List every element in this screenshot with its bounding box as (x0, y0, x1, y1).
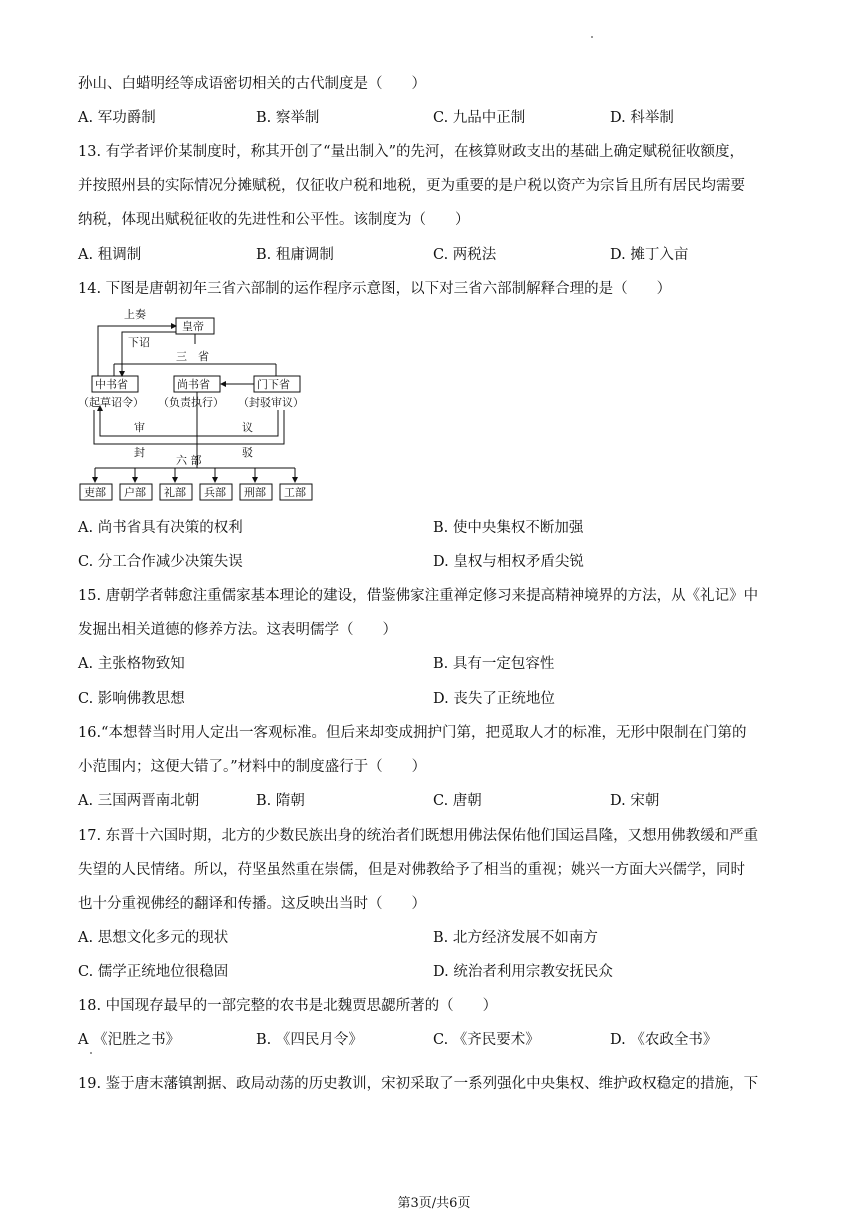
q17-line-3: 也十分重视佛经的翻译和传播。这反映出当时（ ） (78, 896, 426, 912)
bo-label: 驳 (242, 446, 253, 459)
feng-label: 封 (134, 446, 145, 459)
q12-option-d: D. 科举制 (610, 110, 674, 126)
zhongshu-label: 中书省 (95, 378, 128, 391)
q12-option-c: C. 九品中正制 (433, 110, 526, 126)
q13-line-1: 13. 有学者评价某制度时，称其开创了“量出制入”的先河，在核算财政支出的基础上确定赋税征收额度， (78, 144, 744, 160)
q13-line-3: 纳税，体现出赋税征收的先进性和公平性。该制度为（ ） (78, 212, 470, 228)
q14-option-d: D. 皇权与相权矛盾尖锐 (433, 554, 584, 570)
q18-option-d: D. 《农政全书》 (610, 1032, 718, 1048)
shangzou-label: 上奏 (124, 308, 146, 321)
q12-option-b: B. 察举制 (256, 110, 320, 126)
liubu-label: 六 部 (176, 454, 202, 467)
shen-label: 审 (134, 421, 145, 434)
q17-option-c: C. 儒学正统地位很稳固 (78, 964, 229, 980)
ministry-label: 刑部 (244, 486, 266, 499)
q18-option-c: C. 《齐民要术》 (433, 1032, 540, 1048)
q16-option-c: C. 唐朝 (433, 793, 482, 809)
q17-option-d: D. 统治者利用宗教安抚民众 (433, 964, 613, 980)
q14-option-c: C. 分工合作减少决策失误 (78, 554, 243, 570)
three-departments-six-ministries-diagram (78, 306, 318, 506)
yi-label: 议 (242, 421, 253, 434)
q16-line-2: 小范围内；这便大错了。”材料中的制度盛行于（ ） (78, 759, 427, 775)
q13-option-c: C. 两税法 (433, 247, 497, 263)
q18-stem: 18. 中国现存最早的一部完整的农书是北魏贾思勰所著的（ ） (78, 998, 498, 1014)
q18-option-b: B. 《四民月令》 (256, 1032, 363, 1048)
q19-stem: 19. 鉴于唐末藩镇割据、政局动荡的历史教训，宋初采取了一系列强化中央集权、维护政权稳定的措施，下 (78, 1076, 759, 1092)
q13-option-b: B. 租庸调制 (256, 247, 334, 263)
q14-option-a: A. 尚书省具有决策的权利 (78, 520, 243, 536)
q16-line-1: 16.“本想替当时用人定出一客观标准。但后来却变成拥护门第，把觅取人才的标准，无形中限制在门第的 (78, 725, 747, 741)
q17-option-b: B. 北方经济发展不如南方 (433, 930, 598, 946)
emperor-label: 皇帝 (182, 320, 204, 333)
scan-speck (90, 1052, 92, 1054)
q16-option-d: D. 宋朝 (610, 793, 660, 809)
q16-option-a: A. 三国两晋南北朝 (78, 793, 200, 809)
menxia-label: 门下省 (257, 378, 290, 391)
q17-option-a: A. 思想文化多元的现状 (78, 930, 229, 946)
q13-line-2: 并按照州县的实际情况分摊赋税，仅征收户税和地税，更为重要的是户税以资产为宗旨且所有居民均需要 (78, 178, 745, 194)
q12-stem: 孙山、白蜡明经等成语密切相关的古代制度是（ ） (78, 76, 426, 92)
q15-option-b: B. 具有一定包容性 (433, 656, 555, 672)
q15-option-a: A. 主张格物致知 (78, 656, 185, 672)
zhongshu-role: （起草诏令） (78, 396, 144, 409)
ministry-label: 户部 (124, 486, 146, 499)
page-number: 第3页/共6页 (397, 1196, 471, 1211)
q17-line-1: 17. 东晋十六国时期，北方的少数民族出身的统治者们既想用佛法保佑他们国运昌隆，又想用佛教缓和严重 (78, 828, 759, 844)
ministry-label: 工部 (284, 486, 306, 499)
ministry-label: 礼部 (164, 486, 186, 499)
q16-option-b: B. 隋朝 (256, 793, 305, 809)
q13-option-a: A. 租调制 (78, 247, 142, 263)
xiazhao-label: 下诏 (128, 336, 150, 349)
menxia-role: （封驳审议） (238, 396, 304, 409)
sansheng-label: 三 省 (176, 350, 209, 363)
q15-line-1: 15. 唐朝学者韩愈注重儒家基本理论的建设，借鉴佛家注重禅定修习来提高精神境界的方法，从《礼记》中 (78, 588, 759, 604)
ministry-label: 兵部 (204, 486, 226, 499)
q15-option-c: C. 影响佛教思想 (78, 691, 185, 707)
ministry-label: 吏部 (84, 486, 106, 499)
q12-option-a: A. 军功爵制 (78, 110, 156, 126)
q15-line-2: 发掘出相关道德的修养方法。这表明儒学（ ） (78, 622, 397, 638)
q15-option-d: D. 丧失了正统地位 (433, 691, 555, 707)
q13-option-d: D. 摊丁入亩 (610, 247, 689, 263)
q14-option-b: B. 使中央集权不断加强 (433, 520, 584, 536)
q17-line-2: 失望的人民情绪。所以，苻坚虽然重在崇儒，但是对佛教给予了相当的重视；姚兴一方面大兴儒学，同时 (78, 862, 745, 878)
shangshu-label: 尚书省 (177, 378, 210, 391)
scan-speck (591, 36, 593, 38)
q18-option-a: A 《汜胜之书》 (78, 1032, 181, 1048)
shangshu-role: （负责执行） (158, 396, 224, 409)
q14-stem: 14. 下图是唐朝初年三省六部制的运作程序示意图，以下对三省六部制解释合理的是（ ） (78, 281, 672, 297)
